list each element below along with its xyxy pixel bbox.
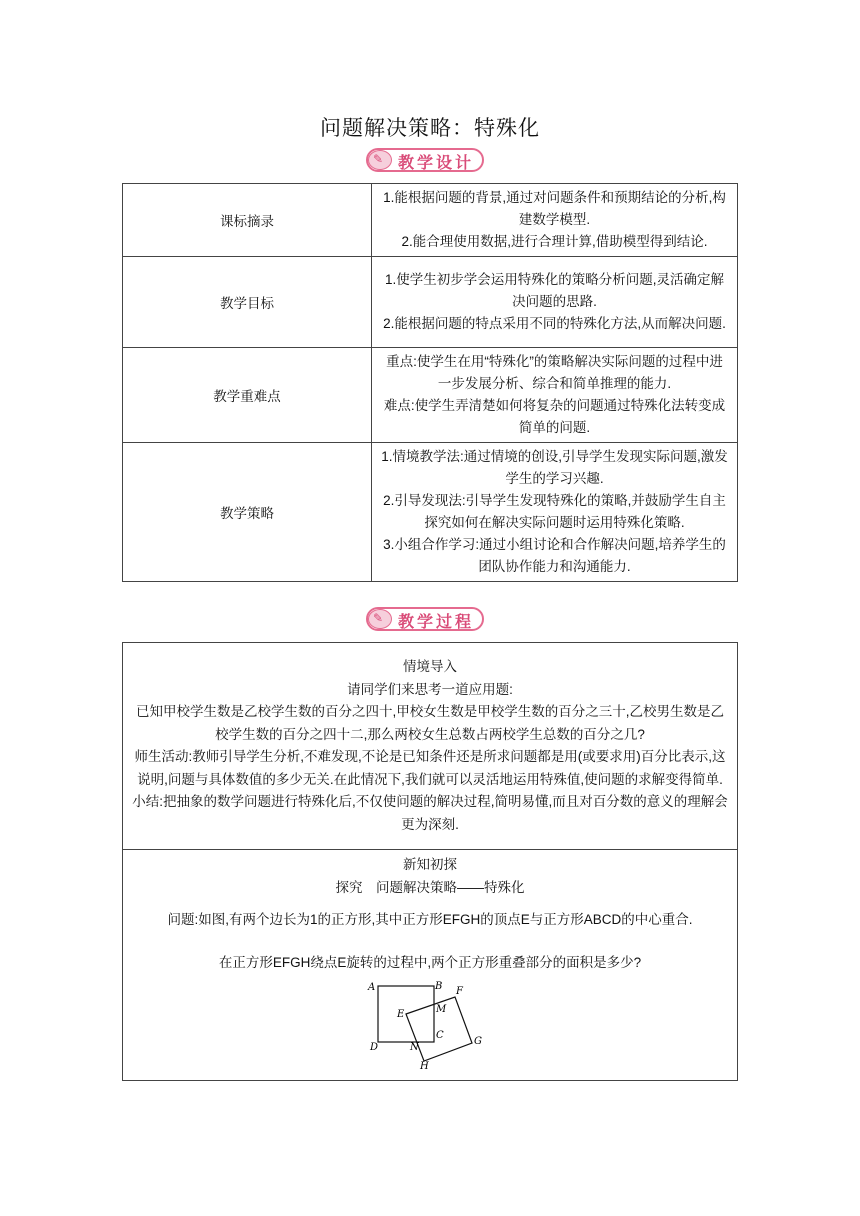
intro-section xyxy=(123,643,738,850)
row-header: 课标摘录 xyxy=(123,184,372,257)
row-line: 1.情境教学法:通过情境的创设,引导学生发现实际问题,激发学生的学习兴趣. xyxy=(381,449,728,486)
process-banner xyxy=(366,607,488,633)
design-row xyxy=(123,443,738,582)
explore-subheading: 探究 问题解决策略——特殊化 xyxy=(335,879,525,895)
label-g: G xyxy=(474,1036,482,1047)
intro-heading: 情境导入 xyxy=(403,659,457,674)
label-d: D xyxy=(370,1042,379,1053)
row-header: 教学策略 xyxy=(123,443,372,582)
explore-heading: 新知初探 xyxy=(403,857,457,872)
intro-lead: 请同学们来思考一道应用题: xyxy=(347,681,513,697)
row-header: 教学重难点 xyxy=(123,348,372,443)
intro-problem: 已知甲校学生数是乙校学生数的百分之四十,甲校女生数是甲校学生数的百分之三十,乙校男生数是乙校学生数的百分之四十二,那么两校女生总数占两校学生总数的百分之几? xyxy=(135,704,724,742)
row-line: 2.能合理使用数据,进行合理计算,借助模型得到结论. xyxy=(401,234,708,249)
label-b: B xyxy=(435,981,443,992)
row-line: 重点:使学生在用“特殊化”的策略解决实际问题的过程中进一步发展分析、综合和简单推理的能力. xyxy=(386,354,723,391)
design-banner-label: 教学设计 xyxy=(398,155,475,172)
label-m: M xyxy=(436,1004,447,1015)
intro-activity: 师生活动:教师引导学生分析,不难发现,不论是已知条件还是所求问题都是用(或要求用)百分比表示,这说明,问题与具体数值的多少无关.在此情况下,我们就可以灵活地运用特殊值,使问题的求解变得简单. xyxy=(134,749,726,787)
book-icon: ✎ xyxy=(368,150,392,170)
label-n: N xyxy=(410,1042,419,1053)
explore-question-2: 在正方形EFGH绕点E旋转的过程中,两个正方形重叠部分的面积是多少? xyxy=(218,954,642,970)
explore-section xyxy=(123,850,738,1081)
label-h: H xyxy=(420,1061,429,1070)
row-line: 难点:使学生弄清楚如何将复杂的问题通过特殊化法转变成简单的问题. xyxy=(383,398,726,435)
design-row xyxy=(123,348,738,443)
row-line: 2.引导发现法:引导学生发现特殊化的策略,并鼓励学生自主探究如何在解决实际问题时运用特殊化策略. xyxy=(383,493,726,530)
explore-question-1: 问题:如图,有两个边长为1的正方形,其中正方形EFGH的顶点E与正方形ABCD的中心重合. xyxy=(167,912,693,927)
row-line: 2.能根据问题的特点采用不同的特殊化方法,从而解决问题. xyxy=(383,316,726,331)
row-line: 1.使学生初步学会运用特殊化的策略分析问题,灵活确定解决问题的思路. xyxy=(384,272,724,309)
design-row xyxy=(123,257,738,348)
label-c: C xyxy=(436,1030,444,1041)
label-e: E xyxy=(397,1009,405,1020)
label-f: F xyxy=(456,986,463,997)
page-title: 问题解决策略：特殊化 xyxy=(320,117,540,140)
design-row xyxy=(123,184,738,257)
process-banner-label: 教学过程 xyxy=(398,614,475,631)
intro-summary: 小结:把抽象的数学问题进行特殊化后,不仅使问题的解决过程,简明易懂,而且对百分数的意义的理解会更为深刻. xyxy=(132,794,728,832)
label-a: A xyxy=(368,982,376,993)
process-table xyxy=(122,642,738,1081)
squares-figure xyxy=(360,980,500,1070)
design-banner xyxy=(366,148,488,174)
row-header: 教学目标 xyxy=(123,257,372,348)
row-line: 1.能根据问题的背景,通过对问题条件和预期结论的分析,构建数学模型. xyxy=(383,190,726,227)
book-icon: ✎ xyxy=(368,609,392,629)
design-table xyxy=(122,183,738,582)
row-line: 3.小组合作学习:通过小组讨论和合作解决问题,培养学生的团队协作能力和沟通能力. xyxy=(383,537,726,574)
